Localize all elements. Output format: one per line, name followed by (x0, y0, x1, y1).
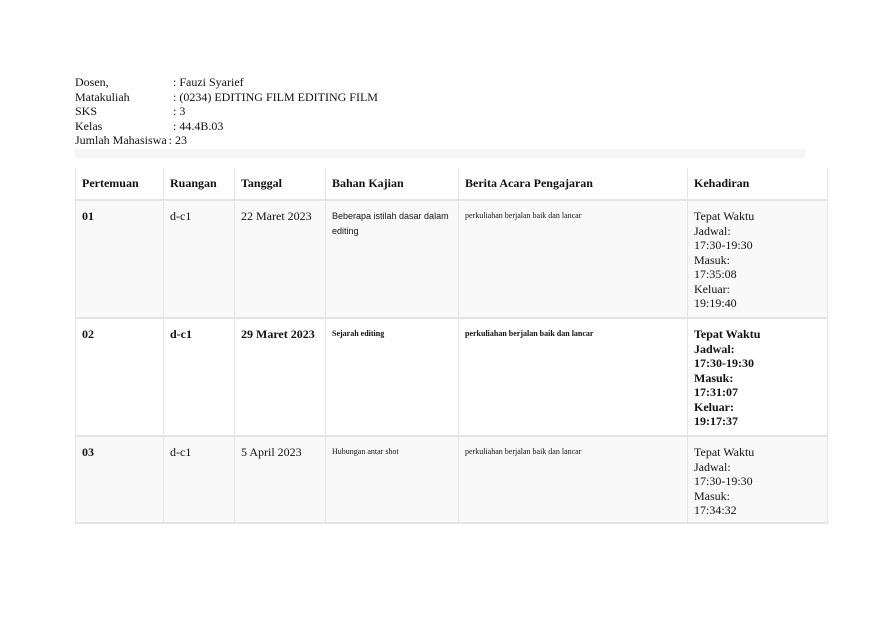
table-row (76, 436, 828, 523)
kehadiran-jadwal-value: 17:30-19:30 (694, 238, 753, 252)
dosen-row (75, 75, 379, 90)
sks-value: : 3 (173, 104, 186, 118)
cell-kehadiran (688, 436, 828, 523)
cell-pertemuan: 02 (76, 318, 164, 436)
kehadiran-masuk-value: 17:31:07 (694, 385, 738, 399)
kelas-value: : 44.4B.03 (173, 118, 224, 133)
cell-ruangan: d-c1 (164, 318, 235, 436)
dosen-value: : Fauzi Syarief (173, 75, 244, 89)
dosen-label: Dosen, (75, 75, 109, 89)
cell-kehadiran (688, 200, 828, 318)
kehadiran-jadwal-label: Jadwal: (694, 223, 731, 238)
matakuliah-value: : (0234) EDITING FILM EDITING FILM (173, 89, 378, 104)
attendance-table (75, 168, 828, 524)
cell-berita-acara: perkuliahan berjalan baik dan lancar (459, 318, 688, 436)
kehadiran-masuk-label: Masuk: (694, 370, 734, 385)
cell-kehadiran (688, 318, 828, 436)
kehadiran-masuk-value: 17:35:08 (694, 267, 737, 281)
kehadiran-status: Tepat Waktu (694, 209, 755, 223)
kehadiran-keluar-value: 19:19:40 (694, 296, 737, 310)
kehadiran-keluar-value: 19:17:37 (694, 414, 738, 428)
sks-label: SKS (75, 104, 98, 118)
table-row (76, 200, 828, 318)
kehadiran-jadwal-value: 17:30-19:30 (694, 356, 754, 370)
cell-ruangan: d-c1 (164, 436, 235, 523)
header-kehadiran: Kehadiran (688, 168, 828, 200)
kehadiran-keluar-label: Keluar: (694, 281, 730, 296)
jumlah-value: : 23 (168, 133, 187, 147)
cell-bahan-kajian: Sejarah editing (326, 318, 459, 436)
cell-bahan-kajian: Beberapa istilah dasar dalam editing (326, 200, 459, 318)
header-bahan-kajian: Bahan Kajian (326, 168, 459, 200)
table-header-row (76, 168, 828, 200)
cell-tanggal: 5 April 2023 (235, 436, 326, 523)
table-row (76, 318, 828, 436)
cell-berita-acara: perkuliahan berjalan baik dan lancar (459, 436, 688, 523)
header-pertemuan: Pertemuan (76, 168, 164, 200)
jumlah-label: Jumlah Mahasiswa (75, 133, 167, 147)
header-ruangan: Ruangan (164, 168, 235, 200)
matakuliah-label: Matakuliah (75, 89, 130, 104)
kehadiran-jadwal-label: Jadwal: (694, 459, 731, 474)
header-tanggal: Tanggal (235, 168, 326, 200)
matakuliah-row (75, 90, 379, 105)
kehadiran-jadwal-label: Jadwal: (694, 341, 735, 356)
cell-tanggal: 22 Maret 2023 (235, 200, 326, 318)
kehadiran-status: Tepat Waktu (694, 445, 755, 459)
cell-bahan-kajian: Hubungan antar shot (326, 436, 459, 523)
kehadiran-keluar-label: Keluar: (694, 399, 734, 414)
cell-tanggal: 29 Maret 2023 (235, 318, 326, 436)
section-divider (75, 149, 805, 158)
cell-pertemuan: 01 (76, 200, 164, 318)
kelas-row (75, 119, 379, 134)
cell-ruangan: d-c1 (164, 200, 235, 318)
cell-pertemuan: 03 (76, 436, 164, 523)
kehadiran-masuk-value: 17:34:32 (694, 503, 737, 517)
kelas-label: Kelas (75, 118, 103, 133)
cell-berita-acara: perkuliahan berjalan baik dan lancar (459, 200, 688, 318)
jumlah-row (75, 133, 379, 148)
course-info (75, 75, 379, 148)
kehadiran-masuk-label: Masuk: (694, 252, 730, 267)
header-berita-acara: Berita Acara Pengajaran (459, 168, 688, 200)
sks-row (75, 104, 379, 119)
kehadiran-status: Tepat Waktu (694, 327, 761, 341)
kehadiran-masuk-label: Masuk: (694, 488, 730, 503)
kehadiran-jadwal-value: 17:30-19:30 (694, 474, 753, 488)
